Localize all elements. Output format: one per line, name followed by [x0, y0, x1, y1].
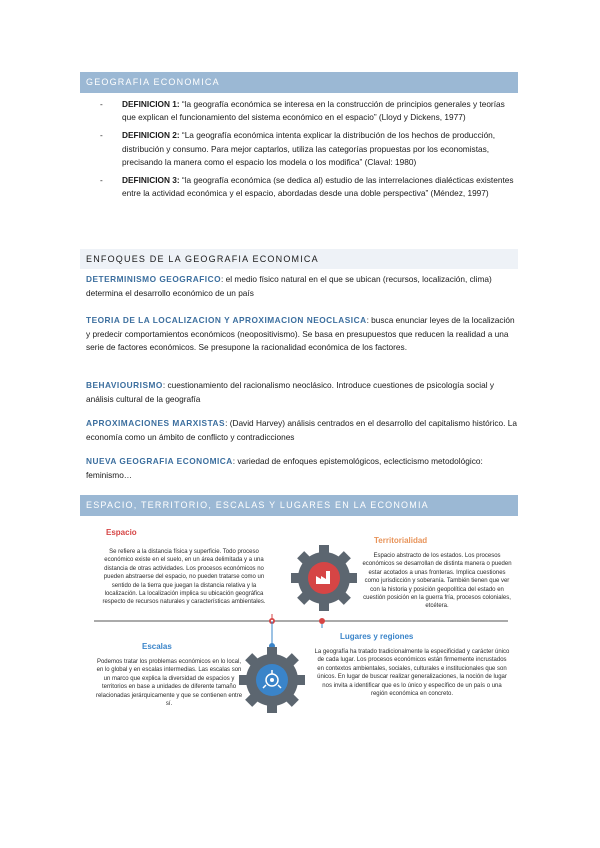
definitions-list: [100, 98, 518, 205]
timeline-dot-red-right: [319, 618, 325, 624]
network-gear-icon: [239, 647, 305, 713]
approach-paragraph: [86, 273, 518, 300]
approach-term: DETERMINISMO GEOGRAFICO: [86, 274, 222, 284]
definition-item: [100, 129, 518, 169]
definition-item: [100, 98, 518, 125]
approach-text: : el medio físico natural en el que se ubican (recursos, localización, clima) determina el desarrollo económico de un país: [86, 274, 492, 298]
approach-text: : cuestionamiento del racionalismo neoclásico. Introduce cuestiones de psicología social y análisis cultural de la geografía: [86, 380, 495, 404]
approach-term: TEORIA DE LA LOCALIZACION Y APROXIMACION NEOCLASICA: [86, 315, 367, 325]
approach-paragraph: [86, 417, 518, 444]
definition-text: “la geografía económica se interesa en la construcción de principios generales y teorías que explican el funcionamiento del sistema económico en el espacio” (Lloyd y Dickens, 1977): [122, 99, 505, 123]
definition-label: DEFINICION 2:: [122, 130, 180, 141]
escalas-text: Podemos tratar los problemas económicos en lo local, en lo global y en escalas intermedias. Las escalas son un marco que explica la diversidad de espacios y territorios en base a unidades de diferente tamaño relacionadas jerárquicamente y que se contienen entre sí.: [95, 659, 243, 708]
list-bullet: -: [100, 99, 103, 109]
definition-item: [100, 174, 518, 201]
approach-paragraph: [86, 379, 518, 406]
definition-text: “La geografía económica intenta explicar la distribución de los hechos de producción, distribución y consumo. Para mejor captarlos, utiliza las categorías propuestas por los economistas, precisando la manera como el espacio los modela o los modifica” (Claval: 1980): [122, 130, 496, 168]
definition-label: DEFINICION 3:: [122, 175, 180, 186]
approach-text: : busca enunciar leyes de la localización y predecir comportamientos económicos (neopositivismo). Se basa en presupuestos que reducen la realidad a una serie de factores económicos. Se presupone la racionalidad económica de los factores.: [86, 315, 515, 352]
espacio-title: Espacio: [106, 528, 137, 537]
factory-gear-icon: [291, 545, 357, 611]
approach-term: NUEVA GEOGRAFIA ECONOMICA: [86, 456, 233, 466]
list-bullet: -: [100, 130, 103, 141]
section-header-geografia-economica: GEOGRAFIA ECONOMICA: [80, 72, 518, 93]
section-header-espacio-territorio: ESPACIO, TERRITORIO, ESCALAS Y LUGARES EN LA ECONOMIA: [80, 495, 518, 516]
approach-text: : (David Harvey) análisis centrados en el desarrollo del capitalismo histórico. La economía como un ámbito de conflicto y contradicciones: [86, 418, 517, 442]
approach-text: : variedad de enfoques epistemológicos, eclecticismo metodológico: feminismo…: [86, 456, 483, 480]
lugares-text: La geografía ha tratado tradicionalmente la especificidad y carácter único de cada lugar. Los procesos económicos están firmemente incrustados en contextos ambientales, sociales, culturales e institucionales que son únicos. En lugar de buscar realizar generalizaciones, la noción de lugar nos invita a identificar que es lo único y específico de un país o una región económica en concreto.: [314, 649, 510, 698]
espacio-text: Se refiere a la distancia física y superficie. Todo proceso económico existe en el suelo, en un área delimitada y a una distancia de otras actividades. Los procesos económicos no pueden abstraerse del espacio, no pueden tratarse como un sentido de la tierra que juegan la distancia relativa y la localización. La localización implica su ubicación geográfica respecto de recursos naturales y características ambientales.: [102, 549, 266, 606]
escalas-title: Escalas: [142, 642, 172, 651]
approach-term: BEHAVIOURISMO: [86, 380, 163, 390]
list-bullet: -: [100, 175, 103, 186]
lugares-title: Lugares y regiones: [340, 632, 414, 641]
approach-paragraph: [86, 314, 518, 355]
territorialidad-title: Territorialidad: [374, 536, 428, 545]
definition-text: “la geografía económica (se dedica al) estudio de las interrelaciones dialécticas existentes entre la actividad económica y el espacio, abordadas desde una doble perspectiva” (Méndez, 1997): [122, 175, 514, 199]
approach-paragraph: [86, 455, 518, 482]
territorialidad-text: Espacio abstracto de los estados. Los procesos económicos se desarrollan de distinta manera o pueden estar acotados a unas fronteras. Implica cuestiones como jurisdicción y soberanía. También tienen que ver con la historia y posición geopolítica del estado en cuestión posición en la guerra fría, procesos coloniales, etcétera.: [362, 553, 512, 610]
definition-label: DEFINICION 1:: [122, 99, 180, 109]
concepts-infographic: [84, 520, 516, 770]
section-header-enfoques: ENFOQUES DE LA GEOGRAFIA ECONOMICA: [80, 249, 518, 269]
approach-term: APROXIMACIONES MARXISTAS: [86, 418, 226, 428]
